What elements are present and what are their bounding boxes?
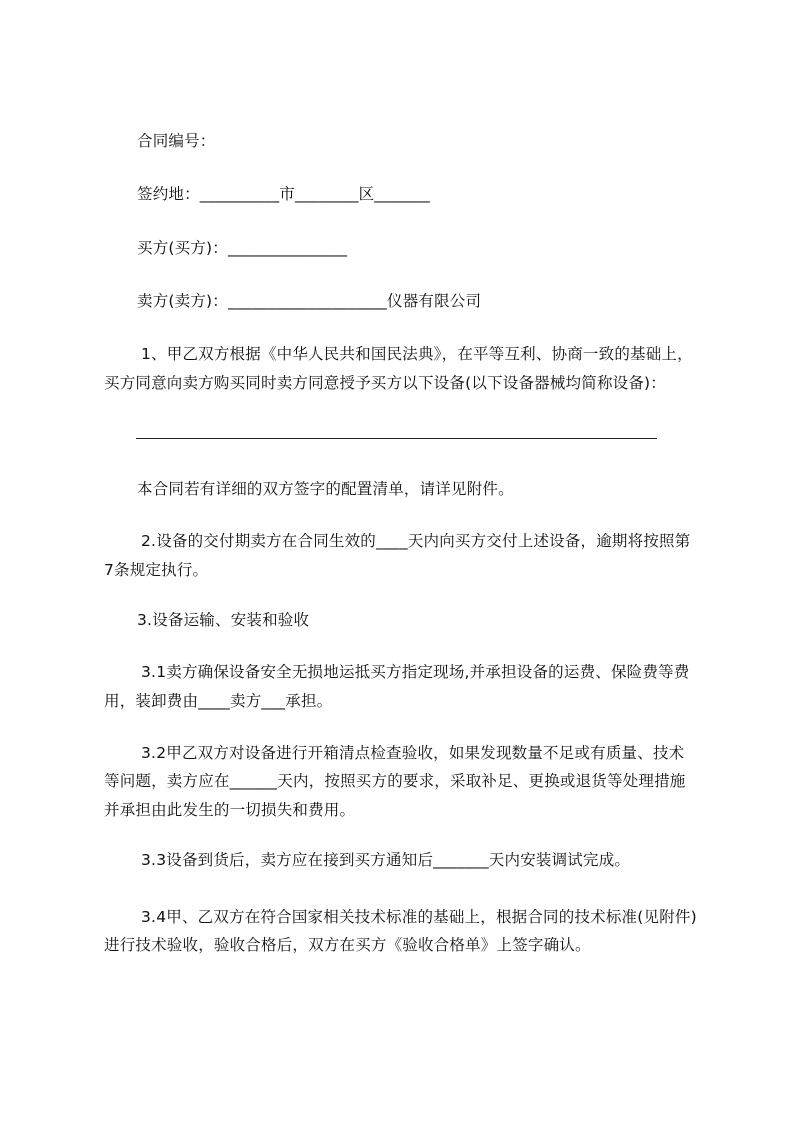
- seller-line: 卖方(卖方)：____________________仪器有限公司: [137, 292, 482, 310]
- clause-1-line-2: 买方同意向卖方购买同时卖方同意授予买方以下设备(以下设备器械均简称设备)：: [104, 374, 666, 392]
- clause-3-2-line-2: 等问题，卖方应在______天内，按照买方的要求，采取补足、更换或退货等处理措施: [104, 772, 686, 790]
- clause-3-4-line-1: 3.4甲、乙双方在符合国家相关技术标准的基础上，根据合同的技术标准(见附件): [141, 908, 697, 926]
- signing-place-line: 签约地：__________市________区_______: [137, 185, 430, 203]
- clause-3-2-line-3: 并承担由此发生的一切损失和费用。: [104, 801, 356, 819]
- clause-3-3: 3.3设备到货后，卖方应在接到买方通知后_______天内安装调试完成。: [141, 851, 631, 869]
- buyer-line: 买方(买方)：_______________: [137, 239, 348, 257]
- equipment-blank-line: [136, 438, 657, 439]
- clause-1-line-1: 1、甲乙双方根据《中华人民共和国民法典》，在平等互利、协商一致的基础上，: [141, 345, 693, 363]
- clause-2-line-1: 2.设备的交付期卖方在合同生效的____天内向买方交付上述设备，逾期将按照第: [141, 532, 691, 550]
- contract-number-label: 合同编号：: [137, 132, 216, 150]
- clause-3-1-line-1: 3.1卖方确保设备安全无损地运抵买方指定现场,并承担设备的运费、保险费等费: [141, 663, 690, 681]
- clause-3-1-line-2: 用，装卸费由____卖方___承担。: [104, 692, 333, 710]
- clause-3-2-line-1: 3.2甲乙双方对设备进行开箱清点检查验收，如果发现数量不足或有质量、技术: [141, 744, 685, 762]
- clause-2-line-2: 7条规定执行。: [104, 561, 209, 579]
- clause-3-title: 3.设备运输、安装和验收: [137, 611, 310, 629]
- clause-3-4-line-2: 进行技术验收，验收合格后，双方在买方《验收合格单》上签字确认。: [104, 936, 591, 954]
- attachment-note: 本合同若有详细的双方签字的配置清单，请详见附件。: [137, 480, 514, 498]
